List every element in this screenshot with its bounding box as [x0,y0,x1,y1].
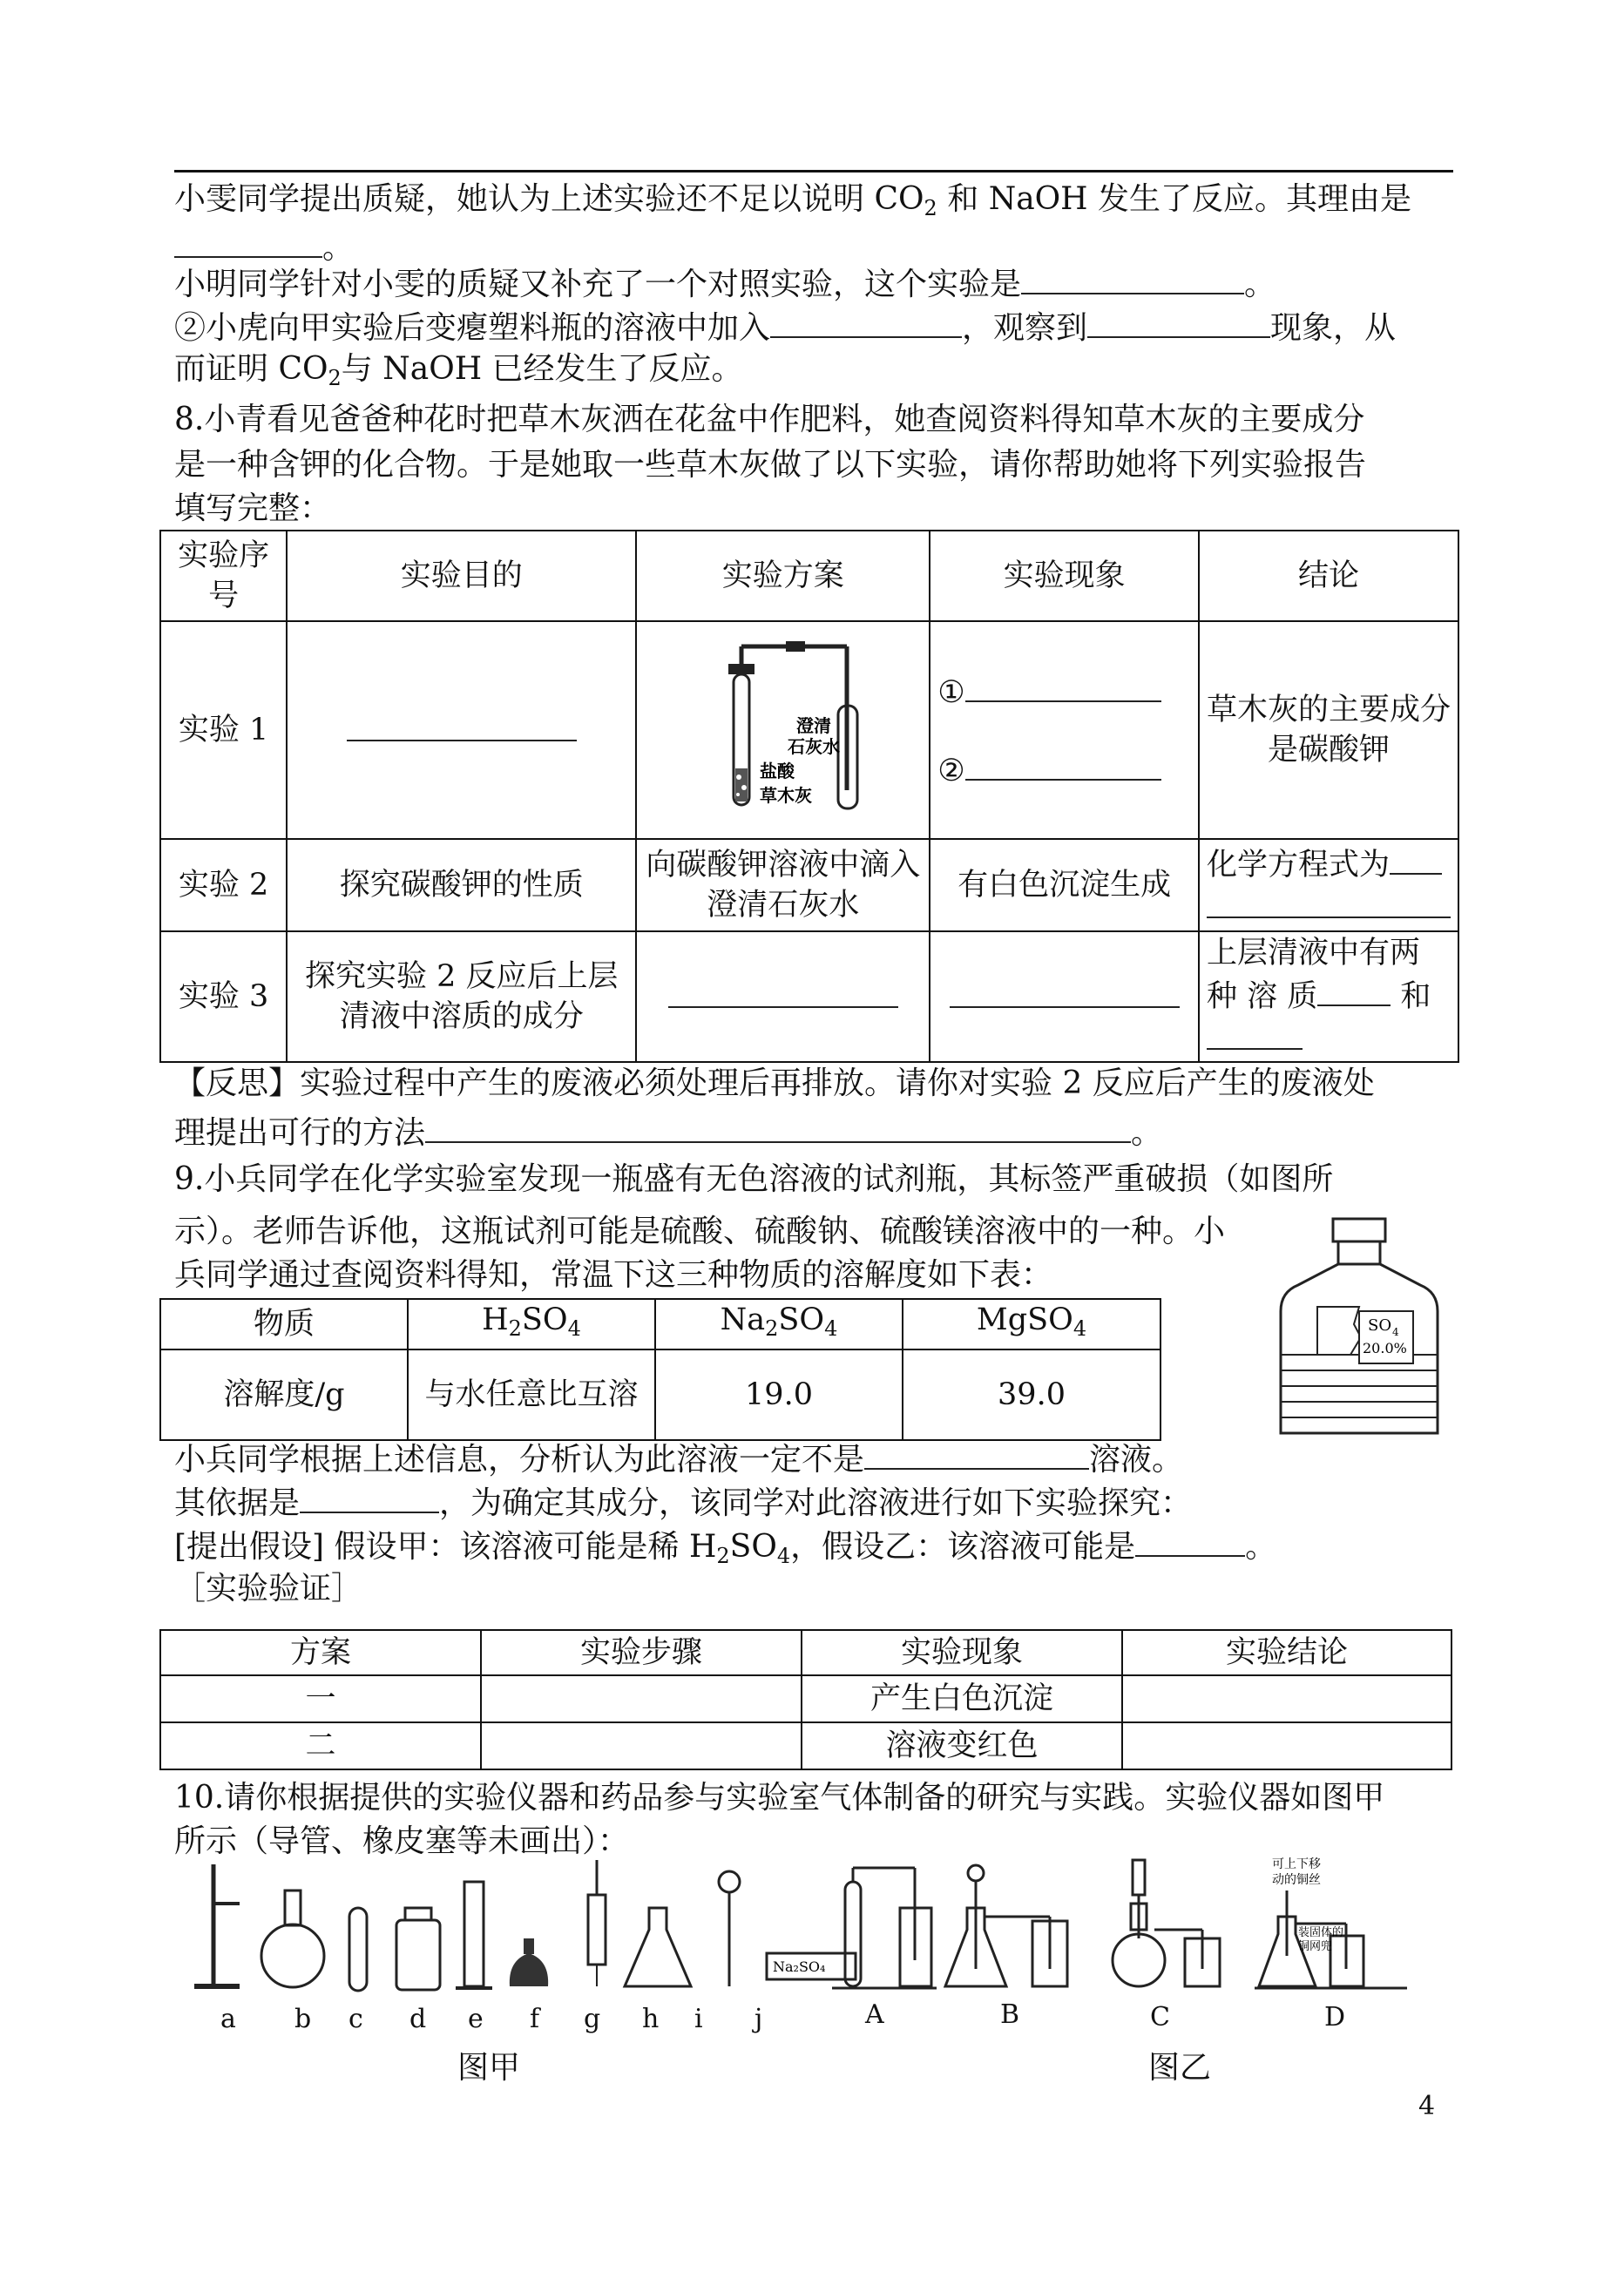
verify-header-steps: 实验步骤 [481,1630,802,1675]
label-i: i [694,2004,703,2034]
answer-blank[interactable] [1021,260,1244,294]
row3-purpose: 探究实验 2 反应后上层清液中溶质的成分 [287,931,636,1062]
verify-header-phen: 实验现象 [802,1630,1122,1675]
answer-blank[interactable] [1207,1017,1303,1050]
conical-flask-icon [625,1908,691,1986]
answer-blank[interactable] [1135,1522,1245,1557]
label-C: C [1150,2002,1170,2033]
label-j: j [754,2004,763,2034]
round-flask-icon [261,1891,324,1987]
reflection-line2: 理提出可行的方法 。 [174,1108,1162,1154]
sol-header-h2so4: $H_2SO_4$ [408,1299,655,1349]
answer-blank[interactable] [1207,885,1451,918]
verify-row1-phen: 产生白色沉淀 [802,1675,1122,1722]
row2-id: 实验 2 [160,839,287,931]
sol-na2so4-value: 19.0 [655,1349,903,1440]
verify-row2-plan: 二 [160,1722,481,1769]
wide-mouth-bottle-icon [396,1908,440,1990]
reagent-bottle-figure [1263,1215,1455,1442]
label-c: c [348,2004,363,2034]
reagent-box-icon [767,1953,856,1979]
q7-line5: 而证明 $CO_2$与 NaOH 已经发生了反应。 [174,351,743,390]
answer-blank[interactable] [965,747,1161,781]
label-h: h [642,2004,660,2034]
svg-text:装固体的: 装固体的 [1298,1926,1344,1939]
q9-line1: 9.小兵同学在化学实验室发现一瓶盛有无色溶液的试剂瓶，其标签严重破损（如图所 [174,1161,1334,1197]
sol-row-label: 溶解度/g [160,1349,408,1440]
graduated-cylinder-icon [456,1882,492,1988]
test-tube-icon [349,1908,367,1991]
answer-blank[interactable] [174,223,322,258]
svg-text:Na₂SO₄: Na₂SO₄ [773,1958,826,1975]
header-conclusion: 结论 [1199,531,1458,621]
row2-conclusion: 化学方程式为 [1199,839,1458,931]
alcohol-lamp-icon [510,1938,548,1986]
answer-blank[interactable] [965,669,1161,702]
sol-header-substance: 物质 [160,1299,408,1349]
q7-line4: ②小虎向甲实验后变瘪塑料瓶的溶液中加入 ，观察到 现象，从 [174,303,1396,349]
top-rule [174,170,1453,172]
answer-blank[interactable] [668,975,898,1008]
verify-header-conclusion: 实验结论 [1122,1630,1451,1675]
q9-line7: ［实验验证］ [174,1571,363,1606]
row1-plan [636,621,930,839]
answer-blank[interactable] [950,975,1180,1008]
svg-text:铜网兜: 铜网兜 [1298,1940,1333,1953]
verify-row1-conclusion[interactable] [1122,1675,1451,1722]
svg-text:动的铜丝: 动的铜丝 [1272,1873,1321,1887]
row1-conclusion: 草木灰的主要成分是碳酸钾 [1199,621,1458,839]
q9-line6: [提出假设] 假设甲：该溶液可能是稀 $H_2SO_4$，假设乙：该溶液可能是 。 [174,1522,1276,1577]
sol-header-mgso4: MgSO$_4$ [903,1299,1160,1349]
apparatus-figure [683,638,883,812]
row2-phenomenon: 有白色沉淀生成 [930,839,1199,931]
row3-id: 实验 3 [160,931,287,1062]
apparatus-figure-a [187,1856,1416,2012]
q7-line1: 小雯同学提出质疑，她认为上述实验还不足以说明 $CO_2$ 和 NaOH 发生了反应。其理由是 [174,181,1412,220]
label-B: B [1000,1999,1020,2030]
q7-line2: 。 [174,223,354,269]
bottle-label-pct: 20.0% [1363,1340,1407,1356]
row2-purpose: 探究碳酸钾的性质 [287,839,636,931]
row2-plan: 向碳酸钾溶液中滴入澄清石灰水 [636,839,930,931]
sol-h2so4-value: 与水任意比互溶 [408,1349,655,1440]
row1-phenomenon: ① ② [930,621,1199,839]
label-b: b [294,2004,312,2034]
q9-line2: 示）。老师告诉他，这瓶试剂可能是硫酸、硫酸钠、硫酸镁溶液中的一种。小 [174,1214,1226,1249]
label-g: g [584,2004,601,2034]
verify-header-plan: 方案 [160,1630,481,1675]
verify-row2-steps[interactable] [481,1722,802,1769]
q9-line3: 兵同学通过查阅资料得知，常温下这三种物质的溶解度如下表： [174,1257,1053,1293]
q10-line1: 10.请你根据提供的实验仪器和药品参与实验室气体制备的研究与实践。实验仪器如图甲 [174,1780,1385,1816]
verify-row1-steps[interactable] [481,1675,802,1722]
figure-a-caption: 图甲 [457,2050,521,2086]
q9-line4: 小兵同学根据上述信息，分析认为此溶液一定不是 溶液。 [174,1435,1183,1481]
q8-line1: 8.小青看见爸爸种花时把草木灰洒在花盆中作肥料，她查阅资料得知草木灰的主要成分 [174,402,1365,437]
reflection-line1: 【反思】实验过程中产生的废液必须处理后再排放。请你对实验 2 反应后产生的废液处 [174,1065,1375,1101]
answer-blank[interactable] [1390,842,1442,875]
page-number: 4 [1418,2091,1436,2121]
answer-blank[interactable] [347,708,577,741]
solubility-table [159,1298,1161,1441]
figure-b-caption: 图乙 [1148,2050,1212,2086]
q10-line2: 所示（导管、橡皮塞等未画出）： [174,1823,630,1859]
apparatus-d-icon [1255,1857,1407,1988]
iron-stand-icon [194,1864,240,1986]
sol-mgso4-value: 39.0 [903,1349,1160,1440]
verify-row2-phen: 溶液变红色 [802,1722,1122,1769]
verify-row2-conclusion[interactable] [1122,1722,1451,1769]
q9-line5: 其依据是 ，为确定其成分，该同学对此溶液进行如下实验探究： [174,1478,1192,1525]
answer-blank[interactable] [300,1478,439,1513]
row3-phenomenon[interactable] [930,931,1199,1062]
label-A: A [865,1999,884,2030]
q8-line2: 是一种含钾的化合物。于是她取一些草木灰做了以下实验，请你帮助她将下列实验报告 [174,447,1367,483]
apparatus-b-icon [945,1865,1067,1986]
label-e: e [468,2004,484,2034]
verify-row1-plan: 一 [160,1675,481,1722]
label-d: d [409,2004,427,2034]
answer-blank[interactable] [1317,973,1391,1006]
bottle-label-so4: SO [1368,1316,1392,1335]
label-D: D [1324,2002,1346,2033]
answer-blank[interactable] [1087,303,1270,338]
header-phenomenon: 实验现象 [930,531,1199,621]
q8-line3: 填写完整： [174,490,332,526]
answer-blank[interactable] [770,303,962,338]
long-neck-funnel-icon [719,1871,740,1986]
syringe-icon [588,1860,606,1986]
apparatus-c-icon [1113,1860,1220,1986]
row3-plan[interactable] [636,931,930,1062]
label-lime1: 澄清 [795,715,831,736]
verification-table [159,1629,1452,1770]
header-purpose: 实验目的 [287,531,636,621]
answer-blank[interactable] [425,1108,1131,1143]
label-acid: 盐酸 [759,761,795,781]
row3-conclusion: 上层清液中有两 种 溶 质 和 [1199,931,1458,1062]
answer-blank[interactable] [864,1435,1089,1470]
header-id: 实验序号 [160,531,287,621]
experiment-report-table [159,530,1459,1063]
apparatus-a-icon [832,1868,937,1988]
header-plan: 实验方案 [636,531,930,621]
sol-header-na2so4: $Na_2SO_4$ [655,1299,903,1349]
svg-text:可上下移: 可上下移 [1272,1857,1321,1871]
label-ash: 草木灰 [759,785,812,806]
label-f: f [530,2004,540,2034]
row1-id: 实验 1 [160,621,287,839]
label-a: a [220,2004,236,2034]
bottle-label-sub: 4 [1392,1326,1399,1338]
label-lime2: 石灰水 [787,736,840,757]
row1-purpose[interactable] [287,621,636,839]
q7-line3: 小明同学针对小雯的质疑又补充了一个对照实验，这个实验是 。 [174,260,1276,306]
